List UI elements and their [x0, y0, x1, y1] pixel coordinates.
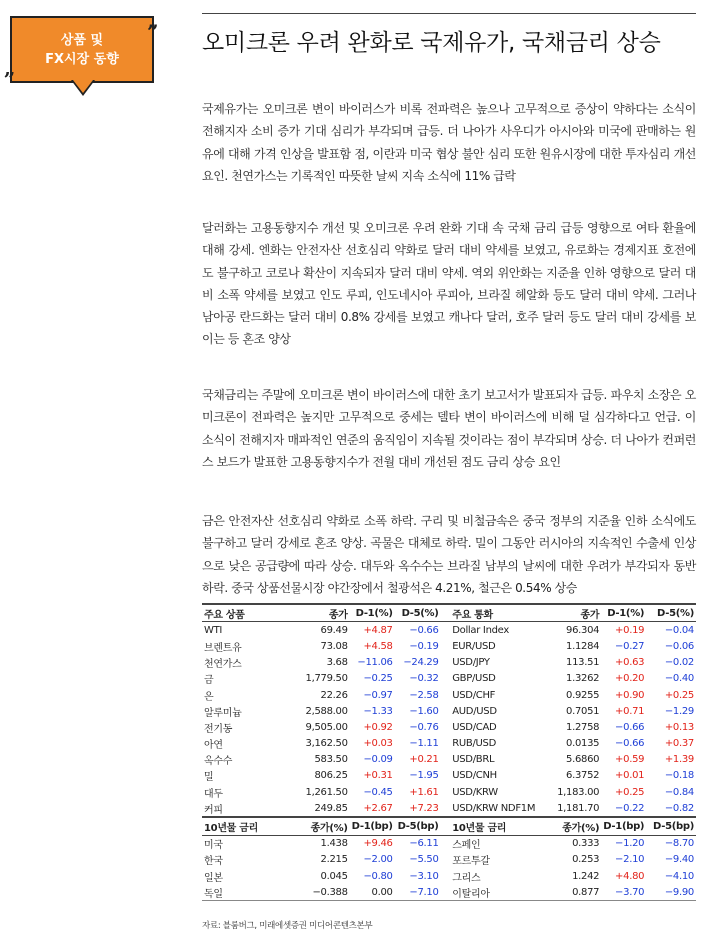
- table-cell: 2.215: [320, 854, 348, 866]
- table-cell: −2.00: [363, 854, 393, 866]
- table-cell: +0.20: [615, 673, 645, 685]
- table-cell: +0.37: [664, 738, 694, 750]
- column-header: 10년물 금리: [202, 817, 273, 835]
- table-cell: +0.63: [615, 657, 645, 669]
- column-header: 종가: [273, 604, 349, 622]
- table-cell: 583.50: [314, 754, 348, 766]
- row-label: 전기동: [204, 723, 233, 735]
- table-cell: 806.25: [314, 770, 348, 782]
- table-row: [202, 852, 696, 868]
- table-cell: −0.82: [646, 800, 696, 817]
- row-label: 알루미늄: [204, 707, 242, 719]
- table-cell: 0.877: [542, 884, 601, 901]
- column-gap: [441, 868, 451, 884]
- table-cell: 0.333: [572, 838, 600, 850]
- table-cell: +0.25: [664, 689, 694, 701]
- row-label: 밀: [204, 772, 214, 784]
- row-label: WTI: [204, 624, 223, 636]
- table-cell: −1.20: [615, 838, 645, 850]
- column-header: 종가(%): [542, 817, 601, 835]
- row-label: USD/CAD: [452, 721, 497, 733]
- table-cell: −0.40: [664, 673, 694, 685]
- column-header: 주요 상품: [202, 604, 273, 622]
- row-label: USD/CHF: [452, 689, 496, 701]
- column-header: D-1(bp): [350, 817, 395, 835]
- row-label: 커피: [202, 800, 273, 817]
- table-cell: −0.45: [363, 786, 393, 798]
- table-cell: −0.66: [615, 721, 645, 733]
- row-label: 은: [204, 691, 214, 703]
- column-header: D-1(bp): [601, 817, 646, 835]
- table-cell: +9.46: [363, 838, 393, 850]
- table-cell: −6.11: [409, 838, 439, 850]
- table-cell: +0.19: [615, 624, 645, 636]
- table-cell: −0.18: [664, 770, 694, 782]
- table-cell: +0.03: [363, 738, 393, 750]
- table-row: [202, 835, 696, 852]
- table-cell: 0.253: [572, 854, 600, 866]
- row-label: EUR/USD: [452, 640, 496, 652]
- column-gap: [441, 671, 451, 687]
- table-cell: +4.58: [363, 640, 393, 652]
- table-row: [202, 703, 696, 719]
- open-quote-mark: „: [4, 56, 16, 80]
- row-label: Dollar Index: [452, 624, 509, 636]
- table-cell: −11.06: [357, 657, 393, 669]
- table-cell: −1.60: [409, 705, 439, 717]
- column-gap: [441, 768, 451, 784]
- table-cell: 1.438: [320, 838, 348, 850]
- table-cell: 249.85: [273, 800, 349, 817]
- source-note: 자료: 블룸버그, 미래에셋증권 미디어콘텐츠본부: [202, 921, 373, 931]
- row-label: USD/JPY: [452, 657, 490, 669]
- paragraph-fx: 달러화는 고용동향지수 개선 및 오미크론 우려 완화 기대 속 국채 금리 급등 영향으로 여타 환율에 대해 강세. 엔화는 안전자산 선호심리 약화로 달러 대비 약세를 보였고, 유로화는 경제지표 호전에도 불구하고 코로나 확산이 지속되자 달러 대비 약세. 역외 위안화는 지준율 인하 영향으로 달러 대비 소폭 약세를 보였고 인도 루피, 인도네시아 루피아, 브라질 헤알화 등도 달러 대비 약세. 그러나 남아공 란드화는 달러 대비 0.8% 강세를 보였고 캐나다 달러, 호주 달러 등도 달러 대비 강세를 보이는 등 혼조 양상: [202, 221, 696, 347]
- table-cell: +0.71: [615, 705, 645, 717]
- column-gap: [441, 817, 451, 835]
- column-header: D-1(%): [601, 604, 646, 622]
- table-cell: −0.02: [664, 657, 694, 669]
- table-cell: −9.40: [664, 854, 694, 866]
- table-row: [202, 768, 696, 784]
- row-label: 아연: [204, 740, 223, 752]
- table-cell: +0.01: [615, 770, 645, 782]
- column-header: D-5(%): [395, 604, 441, 622]
- table-cell: 1.3262: [566, 673, 600, 685]
- table-cell: −2.10: [615, 854, 645, 866]
- table-cell: 2,588.00: [305, 705, 348, 717]
- column-gap: [441, 719, 451, 735]
- row-label: 그리스: [452, 872, 481, 884]
- table-cell: +0.13: [664, 721, 694, 733]
- table-cell: −1.29: [664, 705, 694, 717]
- row-label: 이탈리아: [450, 884, 542, 901]
- column-gap: [441, 703, 451, 719]
- column-header: 10년물 금리: [450, 817, 542, 835]
- column-header: D-5(bp): [646, 817, 696, 835]
- table-cell: 0.0135: [566, 738, 600, 750]
- table1-header-row: [202, 604, 696, 622]
- column-header: 종가: [542, 604, 601, 622]
- table-cell: +2.67: [350, 800, 395, 817]
- column-gap: [441, 622, 451, 639]
- table-cell: +1.39: [664, 754, 694, 766]
- table-cell: 1,779.50: [305, 673, 348, 685]
- column-gap: [441, 638, 451, 654]
- table-cell: −8.70: [664, 838, 694, 850]
- row-label: USD/KRW: [452, 786, 498, 798]
- table-cell: +0.92: [363, 721, 393, 733]
- page-title: 오미크론 우려 완화로 국제유가, 국채금리 상승: [202, 30, 661, 56]
- column-gap: [441, 736, 451, 752]
- row-label: 독일: [202, 884, 273, 901]
- table-cell: −24.29: [403, 657, 439, 669]
- table-cell: +1.61: [409, 786, 439, 798]
- table-row: [202, 736, 696, 752]
- table-cell: −9.90: [646, 884, 696, 901]
- row-label: USD/KRW NDF1M: [450, 800, 542, 817]
- table-cell: −0.80: [363, 870, 393, 882]
- table-cell: −0.09: [363, 754, 393, 766]
- row-label: 한국: [204, 856, 223, 868]
- table-cell: −0.19: [409, 640, 439, 652]
- table-cell: +0.90: [615, 689, 645, 701]
- row-label: GBP/USD: [452, 673, 496, 685]
- row-label: 브렌트유: [204, 642, 242, 654]
- table-cell: 6.3752: [566, 770, 600, 782]
- table-cell: 1,261.50: [305, 786, 348, 798]
- table-row: [202, 622, 696, 639]
- table-cell: 113.51: [566, 657, 600, 669]
- row-label: 천연가스: [204, 659, 242, 671]
- table-cell: −1.11: [409, 738, 439, 750]
- paragraph-bonds: 국채금리는 주말에 오미크론 변이 바이러스에 대한 초기 보고서가 발표되자 급등. 파우치 소장은 오미크론이 전파력은 높지만 고무적으로 중세는 델타 변이 바이러스에 비해 덜 심각하다고 언급. 이 소식이 전해지자 매파적인 연준의 움직임이 지속될 것이라는 점이 부각되며 상승. 더 나아가 컨퍼런스 보드가 발표한 고용동향지수가 전월 대비 개선된 점도 금리 상승 요인: [202, 388, 696, 469]
- table-cell: 73.08: [320, 640, 348, 652]
- row-label: RUB/USD: [452, 738, 496, 750]
- column-gap: [441, 655, 451, 671]
- row-label: 포르투갈: [452, 856, 490, 868]
- callout-line-2: FX시장 동향: [45, 52, 119, 67]
- close-quote-mark: ”: [147, 20, 159, 44]
- table-cell: −0.84: [664, 786, 694, 798]
- table-cell: −3.70: [601, 884, 646, 901]
- column-gap: [441, 835, 451, 852]
- table-cell: +0.59: [615, 754, 645, 766]
- table-cell: −0.06: [664, 640, 694, 652]
- table-cell: −0.66: [615, 738, 645, 750]
- table-row: [202, 752, 696, 768]
- row-label: 옥수수: [204, 756, 233, 768]
- table-cell: −0.97: [363, 689, 393, 701]
- commodity-fx-table-body: [202, 604, 696, 817]
- table-cell: +4.87: [363, 624, 393, 636]
- table-row: [202, 671, 696, 687]
- table-row: [202, 687, 696, 703]
- table-cell: 1.1284: [566, 640, 600, 652]
- column-header: 주요 통화: [450, 604, 542, 622]
- paragraph-oil: 국제유가는 오미크론 변이 바이러스가 비록 전파력은 높으나 고무적으로 증상이 약하다는 소식이 전해지자 소비 증가 기대 심리가 부각되며 급등. 더 나아가 사우디가 아시아와 미국에 판매하는 원유에 대해 가격 인상을 발표함 점, 이란과 미국 협상 불안 심리 또한 원유시장에 대한 투자심리 개선 요인. 천연가스는 기록적인 따뜻한 날씨 지속 소식에 11% 급락: [202, 102, 696, 183]
- table-cell: −0.388: [273, 884, 349, 901]
- table-row: [202, 655, 696, 671]
- table-cell: 1,181.70: [542, 800, 601, 817]
- bond-table-body: [202, 817, 696, 900]
- column-gap: [441, 852, 451, 868]
- title-rule: [202, 13, 696, 14]
- table-cell: 9,505.00: [305, 721, 348, 733]
- column-gap: [441, 784, 451, 800]
- column-header: D-1(%): [350, 604, 395, 622]
- table-cell: −2.58: [409, 689, 439, 701]
- table-cell: −0.04: [664, 624, 694, 636]
- table-cell: +0.31: [363, 770, 393, 782]
- table-row: [202, 638, 696, 654]
- table-cell: −0.76: [409, 721, 439, 733]
- table-cell: −0.66: [409, 624, 439, 636]
- column-header: D-5(bp): [395, 817, 441, 835]
- sidebar: [0, 0, 190, 940]
- market-table: [202, 603, 696, 901]
- table-cell: 0.7051: [566, 705, 600, 717]
- table-cell: 5.6860: [566, 754, 600, 766]
- table-cell: 3.68: [326, 657, 348, 669]
- row-label: AUD/USD: [452, 705, 497, 717]
- table-cell: 1.242: [572, 870, 600, 882]
- table-cell: −0.22: [601, 800, 646, 817]
- column-gap: [441, 884, 451, 901]
- table-row: [202, 800, 696, 817]
- table-cell: −7.10: [395, 884, 441, 901]
- table-cell: −0.32: [409, 673, 439, 685]
- table-cell: 96.304: [566, 624, 600, 636]
- table-cell: −0.27: [615, 640, 645, 652]
- column-header: 종가(%): [273, 817, 349, 835]
- table-cell: +0.21: [409, 754, 439, 766]
- row-label: USD/CNH: [452, 770, 497, 782]
- callout-line-1: 상품 및: [60, 33, 104, 48]
- column-gap: [441, 800, 451, 817]
- row-label: 미국: [204, 840, 223, 852]
- table-cell: 22.26: [320, 689, 348, 701]
- table-cell: +0.25: [615, 786, 645, 798]
- table-row: [202, 884, 696, 901]
- paragraph-commodities: 금은 안전자산 선호심리 약화로 소폭 하락. 구리 및 비철금속은 중국 정부의 지준율 인하 소식에도 불구하고 달러 강세로 혼조 양상. 곡물은 대체로 하락. 밀이 그동안 러시아의 지속적인 수출세 인상으로 낮은 공급량에 따라 상승. 대두와 옥수수는 브라질 남부의 날씨에 대한 우려가 부각되자 동반 하락. 중국 상품선물시장 야간장에서 철광석은 4.21%, 철근은 0.54% 상승: [202, 514, 696, 595]
- callout-tail-fill: [73, 80, 93, 93]
- section-callout: [10, 16, 154, 83]
- table-row: [202, 719, 696, 735]
- table-cell: 3,162.50: [305, 738, 348, 750]
- table2-header-row: [202, 817, 696, 835]
- table-row: [202, 784, 696, 800]
- table-cell: 0.00: [350, 884, 395, 901]
- table-cell: −1.95: [409, 770, 439, 782]
- table-cell: 1,183.00: [557, 786, 600, 798]
- table-row: [202, 868, 696, 884]
- table-cell: −4.10: [664, 870, 694, 882]
- column-gap: [441, 752, 451, 768]
- table-cell: −1.33: [363, 705, 393, 717]
- column-gap: [441, 687, 451, 703]
- table-cell: +7.23: [395, 800, 441, 817]
- column-gap: [441, 604, 451, 622]
- callout-text: [12, 31, 152, 69]
- table-cell: 0.9255: [566, 689, 600, 701]
- column-header: D-5(%): [646, 604, 696, 622]
- row-label: 금: [204, 675, 214, 687]
- table-cell: −0.25: [363, 673, 393, 685]
- row-label: 대두: [204, 788, 223, 800]
- row-label: USD/BRL: [452, 754, 495, 766]
- table-cell: 69.49: [320, 624, 348, 636]
- table-cell: 0.045: [320, 870, 348, 882]
- row-label: 일본: [204, 872, 223, 884]
- table-cell: 1.2758: [566, 721, 600, 733]
- table-cell: +4.80: [615, 870, 645, 882]
- table-cell: −3.10: [409, 870, 439, 882]
- row-label: 스페인: [452, 840, 481, 852]
- table-cell: −5.50: [409, 854, 439, 866]
